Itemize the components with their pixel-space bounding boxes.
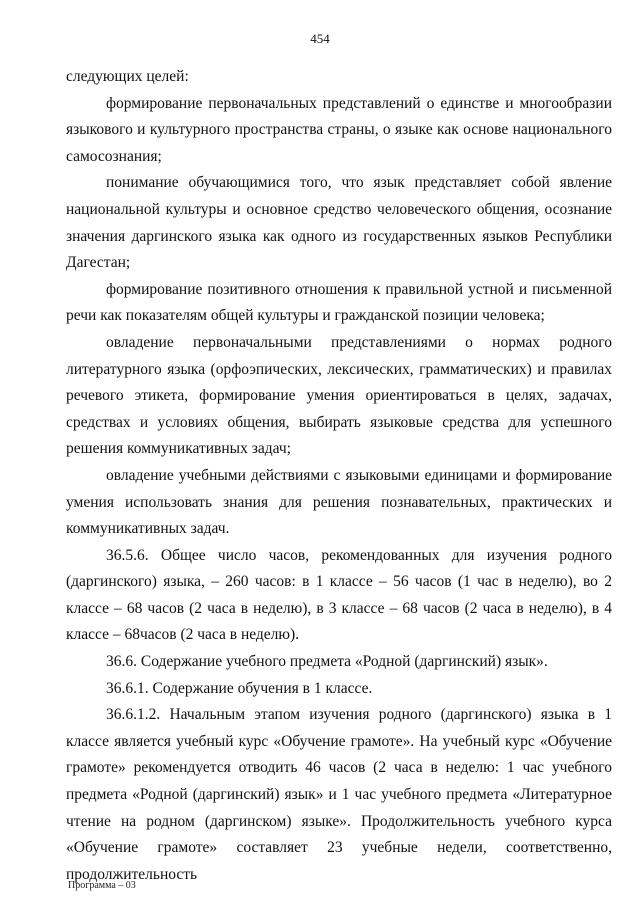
paragraph-section-36-6-1: 36.6.1. Содержание обучения в 1 классе. (106, 679, 373, 697)
paragraph-goal-5: овладение учебными действиями с языковыми единицами и формирование умения использовать знания для решения познавательных, практических и коммуникативных задач. (66, 466, 612, 538)
body-text (66, 64, 612, 888)
paragraph-goal-2: понимание обучающимися того, что язык представляет собой явление национальной культуры и основное средство человеческого общения, осознание значения даргинского языка как одного из государственных языков Республики Дагестан; (66, 174, 612, 272)
paragraph-goal-1: формирование первоначальных представлений о единстве и многообразии языкового и культурного пространства страны, о языке как основе национального самосознания; (66, 94, 612, 165)
page-number: 454 (310, 31, 330, 46)
paragraph-goal-3: формирование позитивного отношения к правильной устной и письменной речи как показателям общей культуры и гражданской позиции человека; (66, 280, 612, 325)
paragraph-continuation: следующих целей: (66, 68, 189, 85)
paragraph-section-36-5-6: 36.5.6. Общее число часов, рекомендованных для изучения родного (даргинского) языка, – 260 часов: в 1 классе – 56 часов (1 час в неделю), во 2 классе – 68 часов (2 часа в неделю), в 3 классе – 68 часов (2 часа в неделю), в 4 классе – 68часов (2 часа в неделю). (66, 546, 612, 644)
footer-program-label: Программа – 03 (68, 880, 136, 891)
paragraph-section-36-6-1-2: 36.6.1.2. Начальным этапом изучения родного (даргинского) языка в 1 классе является учебный курс «Обучение грамоте». На учебный курс «Обучение грамоте» рекомендуется отводить 46 часов (2 часа в неделю: 1 час учебного предмета «Родной (даргинский) язык» и 1 час учебного предмета «Литературное чтение на родном (даргинском) языке». Продолжительность учебного курса «Обучение грамоте» составляет 23 учебные недели, соответственно, продолжительность (66, 706, 612, 883)
paragraph-goal-4: овладение первоначальными представлениями о нормах родного литературного языка (орфоэпических, лексических, грамматических) и правилах речевого этикета, формирование умения ориентироваться в целях, задачах, средствах и условиях общения, выбирать языковые средства для успешного решения коммуникативных задач; (66, 333, 612, 458)
paragraph-section-36-6: 36.6. Содержание учебного предмета «Родной (даргинский) язык». (106, 653, 548, 671)
